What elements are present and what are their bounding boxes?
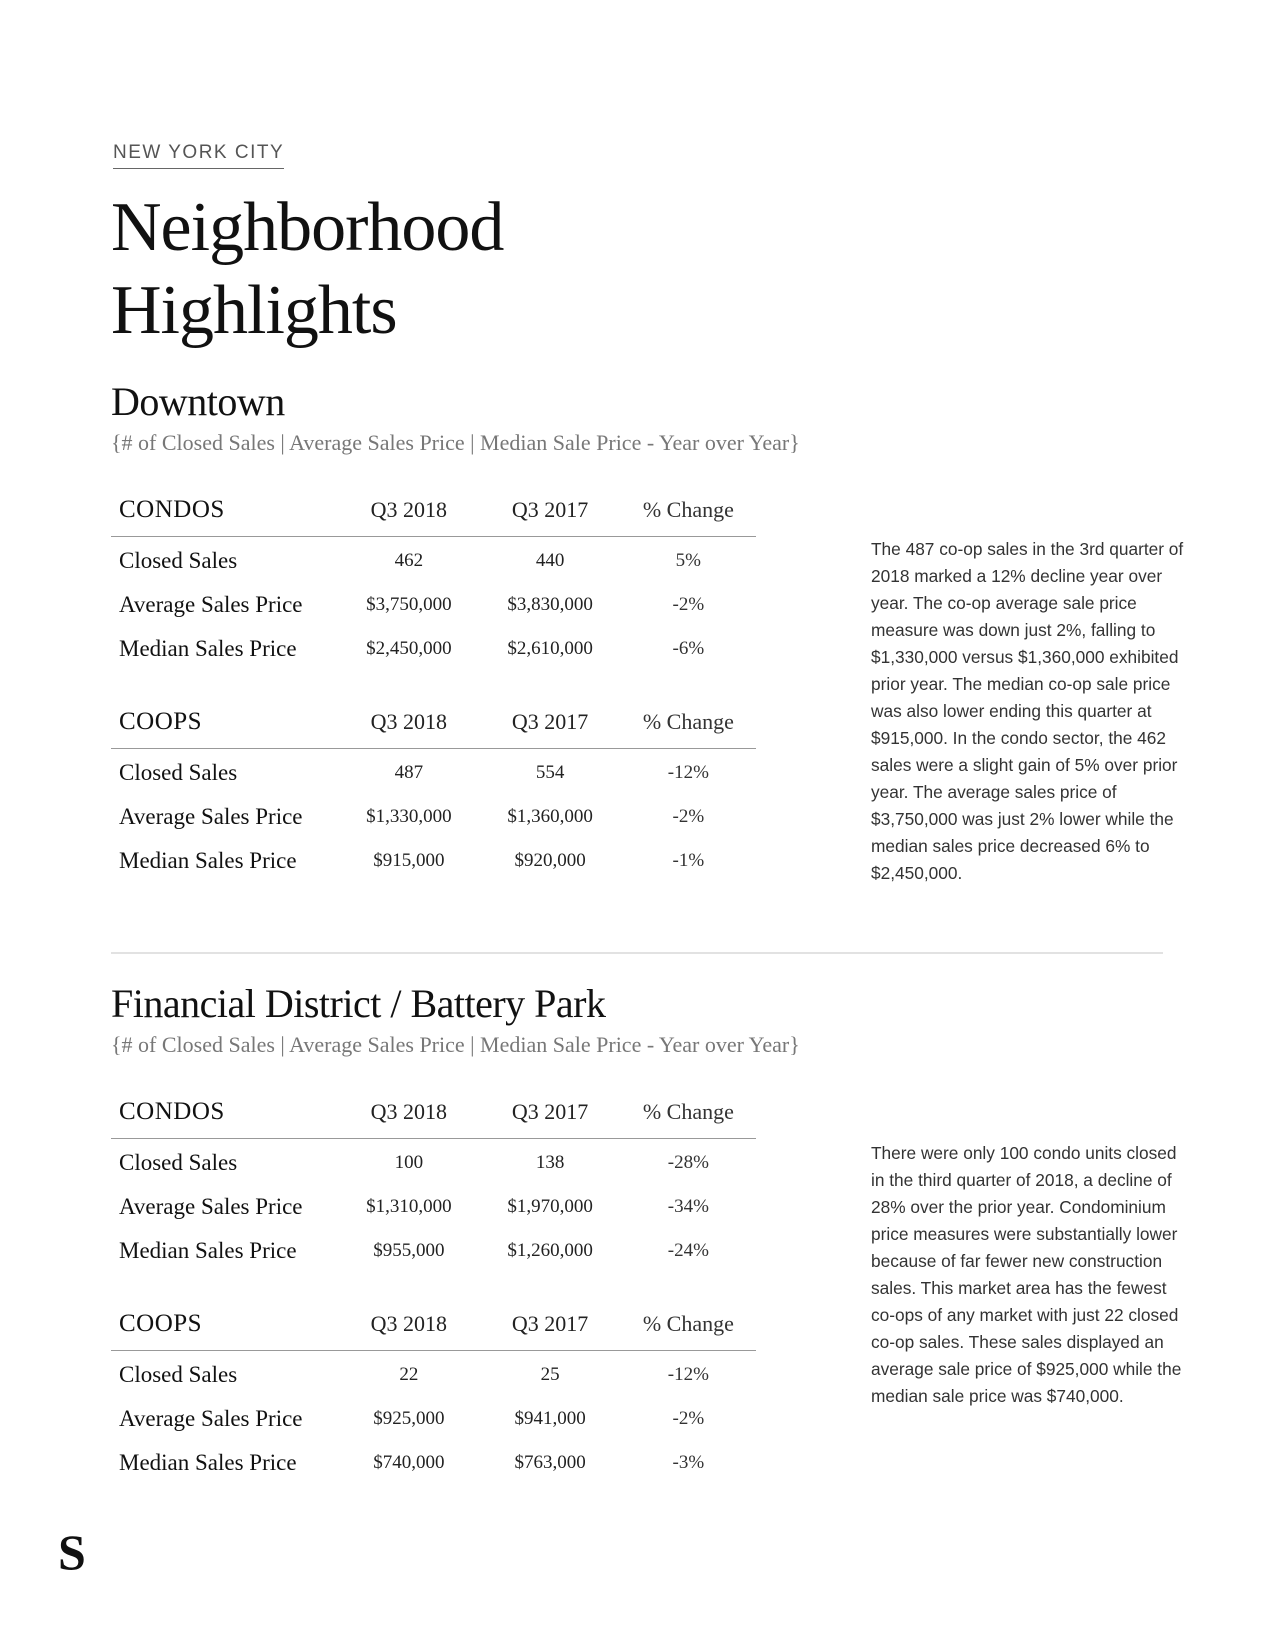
table-header bbox=[111, 1298, 756, 1351]
table-row bbox=[111, 583, 756, 627]
table-row bbox=[111, 1141, 756, 1185]
table-category-header: COOPS bbox=[119, 1310, 203, 1337]
table-row bbox=[111, 751, 756, 795]
table-row bbox=[111, 795, 756, 839]
value-change: -12% bbox=[667, 1364, 709, 1385]
section-subtitle: {# of Closed Sales | Average Sales Price | Median Sale Price - Year over Year} bbox=[111, 1032, 800, 1057]
column-header-q3-2017: Q3 2017 bbox=[511, 497, 589, 522]
value-q3-2017: 138 bbox=[535, 1152, 565, 1173]
row-label: Closed Sales bbox=[119, 548, 238, 573]
value-q3-2017: 25 bbox=[540, 1364, 560, 1385]
row-label: Median Sales Price bbox=[119, 1450, 297, 1475]
table-header bbox=[111, 1086, 756, 1139]
table-body bbox=[111, 1351, 756, 1485]
value-q3-2017: $920,000 bbox=[514, 850, 586, 871]
value-q3-2018: 22 bbox=[399, 1364, 419, 1385]
value-q3-2018: $925,000 bbox=[373, 1408, 445, 1429]
value-q3-2018: $1,310,000 bbox=[366, 1196, 452, 1217]
condos-table bbox=[111, 1086, 756, 1273]
value-q3-2017: $763,000 bbox=[514, 1452, 586, 1473]
row-label: Average Sales Price bbox=[119, 1406, 303, 1431]
table-category-header: CONDOS bbox=[119, 496, 225, 523]
value-q3-2018: $955,000 bbox=[373, 1240, 445, 1261]
section-title: Downtown bbox=[111, 379, 285, 424]
page-title bbox=[111, 186, 503, 352]
market-commentary: The 487 co-op sales in the 3rd quarter of 2018 marked a 12% decline year over year. The co-op average sale price measure was down just 2%, falling to $1,330,000 versus $1,360,000 exhibited prior year. The median co-op sale price was also lower ending this quarter at $915,000. In the condo sector, the 462 sales were a slight gain of 5% over prior year. The average sales price of $3,750,000 was just 2% lower while the median sales price decreased 6% to $2,450,000. bbox=[871, 539, 1184, 883]
table-body bbox=[111, 537, 756, 671]
table-row bbox=[111, 1397, 756, 1441]
value-q3-2017: 554 bbox=[535, 762, 565, 783]
title-line-2: Highlights bbox=[111, 272, 397, 349]
table-body bbox=[111, 749, 756, 883]
table-category-header: COOPS bbox=[119, 708, 203, 735]
table-body bbox=[111, 1139, 756, 1273]
value-q3-2017: $941,000 bbox=[514, 1408, 586, 1429]
value-q3-2018: $1,330,000 bbox=[366, 806, 452, 827]
value-change: -1% bbox=[672, 850, 705, 871]
column-header-change: % Change bbox=[642, 1099, 734, 1124]
section-title: Financial District / Battery Park bbox=[111, 981, 606, 1026]
row-label: Median Sales Price bbox=[119, 1238, 297, 1263]
column-header-q3-2017: Q3 2017 bbox=[511, 709, 589, 734]
value-change: -2% bbox=[672, 594, 705, 615]
row-label: Closed Sales bbox=[119, 760, 238, 785]
value-change: -6% bbox=[672, 638, 705, 659]
value-change: -28% bbox=[667, 1152, 709, 1173]
row-label: Average Sales Price bbox=[119, 1194, 303, 1219]
section-downtown bbox=[111, 378, 1184, 938]
coops-table bbox=[111, 1298, 756, 1485]
column-header-q3-2018: Q3 2018 bbox=[370, 497, 448, 522]
value-change: -12% bbox=[667, 762, 709, 783]
value-change: -3% bbox=[672, 1452, 705, 1473]
condos-table bbox=[111, 484, 756, 671]
value-q3-2017: $1,360,000 bbox=[507, 806, 593, 827]
row-label: Median Sales Price bbox=[119, 848, 297, 873]
column-header-change: % Change bbox=[642, 1311, 734, 1336]
table-row bbox=[111, 839, 756, 883]
table-row bbox=[111, 1353, 756, 1397]
table-row bbox=[111, 539, 756, 583]
row-label: Median Sales Price bbox=[119, 636, 297, 661]
row-label: Average Sales Price bbox=[119, 804, 303, 829]
value-q3-2018: $2,450,000 bbox=[366, 638, 452, 659]
column-header-q3-2017: Q3 2017 bbox=[511, 1311, 589, 1336]
value-q3-2017: $1,260,000 bbox=[507, 1240, 593, 1261]
section-divider bbox=[111, 952, 1163, 954]
table-category-header: CONDOS bbox=[119, 1098, 225, 1125]
column-header-change: % Change bbox=[642, 497, 734, 522]
value-q3-2018: 487 bbox=[394, 762, 424, 783]
value-change: -2% bbox=[672, 1408, 705, 1429]
market-commentary: There were only 100 condo units closed in the third quarter of 2018, a decline of 28% over the prior year. Condominium price measures were substantially lower because of far fewer new construction sales. This market area has the fewest co-ops of any market with just 22 closed co-op sales. These sales displayed an average sale price of $925,000 while the median sale price was $740,000. bbox=[871, 1143, 1182, 1406]
value-change: 5% bbox=[675, 550, 701, 571]
table-row bbox=[111, 627, 756, 671]
row-label: Average Sales Price bbox=[119, 592, 303, 617]
value-q3-2018: 462 bbox=[394, 550, 424, 571]
table-header bbox=[111, 696, 756, 749]
value-q3-2017: 440 bbox=[535, 550, 565, 571]
title-line-1: Neighborhood bbox=[111, 189, 504, 266]
section-subtitle: {# of Closed Sales | Average Sales Price | Median Sale Price - Year over Year} bbox=[111, 430, 800, 455]
value-q3-2017: $1,970,000 bbox=[507, 1196, 593, 1217]
value-change: -2% bbox=[672, 806, 705, 827]
table-row bbox=[111, 1441, 756, 1485]
value-change: -24% bbox=[667, 1240, 709, 1261]
column-header-q3-2018: Q3 2018 bbox=[370, 1099, 448, 1124]
value-q3-2018: 100 bbox=[394, 1152, 424, 1173]
coops-table bbox=[111, 696, 756, 883]
value-q3-2017: $2,610,000 bbox=[507, 638, 593, 659]
row-label: Closed Sales bbox=[119, 1362, 238, 1387]
value-change: -34% bbox=[667, 1196, 709, 1217]
table-row bbox=[111, 1229, 756, 1273]
value-q3-2018: $3,750,000 bbox=[366, 594, 452, 615]
table-header bbox=[111, 484, 756, 537]
value-q3-2017: $3,830,000 bbox=[507, 594, 593, 615]
table-row bbox=[111, 1185, 756, 1229]
section-financial-district bbox=[111, 980, 1182, 1540]
row-label: Closed Sales bbox=[119, 1150, 238, 1175]
column-header-q3-2017: Q3 2017 bbox=[511, 1099, 589, 1124]
column-header-change: % Change bbox=[642, 709, 734, 734]
brand-logo: S bbox=[58, 1524, 86, 1580]
column-header-q3-2018: Q3 2018 bbox=[370, 709, 448, 734]
value-q3-2018: $740,000 bbox=[373, 1452, 445, 1473]
eyebrow-label: NEW YORK CITY bbox=[113, 142, 284, 169]
value-q3-2018: $915,000 bbox=[373, 850, 445, 871]
column-header-q3-2018: Q3 2018 bbox=[370, 1311, 448, 1336]
